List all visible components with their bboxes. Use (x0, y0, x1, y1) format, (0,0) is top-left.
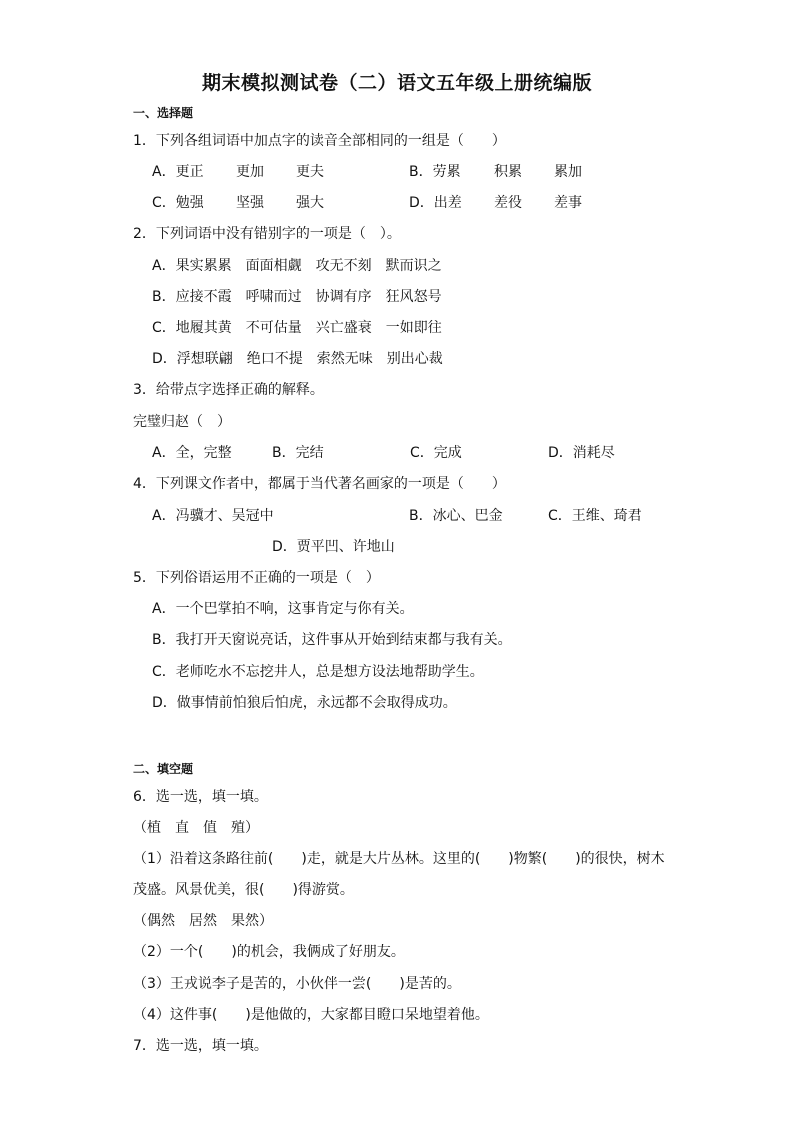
question-5-stem: 5．下列俗语运用不正确的一项是（ ） (133, 570, 380, 586)
option-b-word-2: 积累 (494, 164, 522, 180)
question-1-option-b: B．劳累 (409, 164, 461, 180)
question-2-option-b: B．应接不霞 呼啸而过 协调有序 狂风怒号 (152, 289, 442, 305)
question-4-option-c: C．王维、琦君 (548, 508, 642, 524)
option-b-word-3: 累加 (554, 164, 582, 180)
question-4-option-b: B．冰心、巴金 (409, 508, 503, 524)
question-6-item-4: （4）这件事( )是他做的，大家都目瞪口呆地望着他。 (133, 1007, 489, 1023)
question-1-option-a (152, 161, 204, 181)
option-c-word-3: 强大 (296, 195, 324, 211)
question-6-item-1-line-2: 茂盛。风景优美，很( )得游赏。 (133, 882, 354, 898)
question-3-sub: 完璧归赵（ ） (133, 414, 231, 430)
question-3-option-d: D．消耗尽 (548, 445, 615, 461)
question-2-option-a: A．果实累累 面面相觑 攻无不刻 默而识之 (152, 258, 442, 274)
question-1-stem: 1．下列各组词语中加点字的读音全部相同的一组是（ ） (133, 133, 506, 149)
question-1-option-c: C．勉强 (152, 195, 204, 211)
question-3-option-c: C．完成 (410, 445, 462, 461)
option-d-word-3: 差事 (554, 195, 582, 211)
section-heading-choice: 一、选择题 (133, 106, 194, 120)
option-a-word-1: A．更正 (152, 164, 204, 180)
question-3-option-a: A．全，完整 (152, 445, 232, 461)
question-2-option-c: C．地履其黄 不可估量 兴亡盛衰 一如即往 (152, 320, 442, 336)
question-6-item-2: （2）一个( )的机会，我俩成了好朋友。 (133, 944, 405, 960)
question-2-stem: 2．下列词语中没有错别字的一项是（ ）。 (133, 226, 401, 242)
question-7-stem: 7．选一选，填一填。 (133, 1038, 268, 1054)
option-a-word-2: 更加 (236, 164, 264, 180)
section-heading-fill: 二、填空题 (133, 762, 194, 776)
question-4-stem: 4．下列课文作者中，都属于当代著名画家的一项是（ ） (133, 476, 506, 492)
question-6-word-group-2: （偶然 居然 果然） (133, 913, 273, 929)
option-c-word-2: 坚强 (236, 195, 264, 211)
question-2-option-d: D．浮想联翩 绝口不提 索然无味 别出心裁 (152, 351, 443, 367)
question-6-item-3: （3）王戎说李子是苦的，小伙伴一尝( )是苦的。 (133, 976, 461, 992)
question-6-item-1-line-1: （1）沿着这条路往前( )走，就是大片丛林。这里的( )物繁( )的很快，树木 (133, 851, 665, 867)
question-5-option-d: D．做事情前怕狼后怕虎，永远都不会取得成功。 (152, 695, 457, 711)
question-4-option-a: A．冯骥才、吴冠中 (152, 508, 274, 524)
option-d-word-2: 差役 (494, 195, 522, 211)
question-3-option-b: B．完结 (272, 445, 324, 461)
page-title: 期末模拟测试卷（二）语文五年级上册统编版 (201, 72, 592, 94)
question-6-word-group-1: （植 直 值 殖） (133, 820, 259, 836)
question-6-stem: 6．选一选，填一填。 (133, 789, 268, 805)
question-5-option-b: B．我打开天窗说亮话，这件事从开始到结束都与我有关。 (152, 632, 512, 648)
question-4-option-d: D．贾平凹、许地山 (272, 539, 395, 555)
question-5-option-a: A．一个巴掌拍不响，这事肯定与你有关。 (152, 601, 414, 617)
question-5-option-c: C．老师吃水不忘挖井人，总是想方设法地帮助学生。 (152, 664, 484, 680)
question-1-option-d: D．出差 (409, 195, 462, 211)
option-a-word-3: 更夫 (296, 164, 324, 180)
question-3-stem: 3．给带点字选择正确的解释。 (133, 382, 324, 398)
